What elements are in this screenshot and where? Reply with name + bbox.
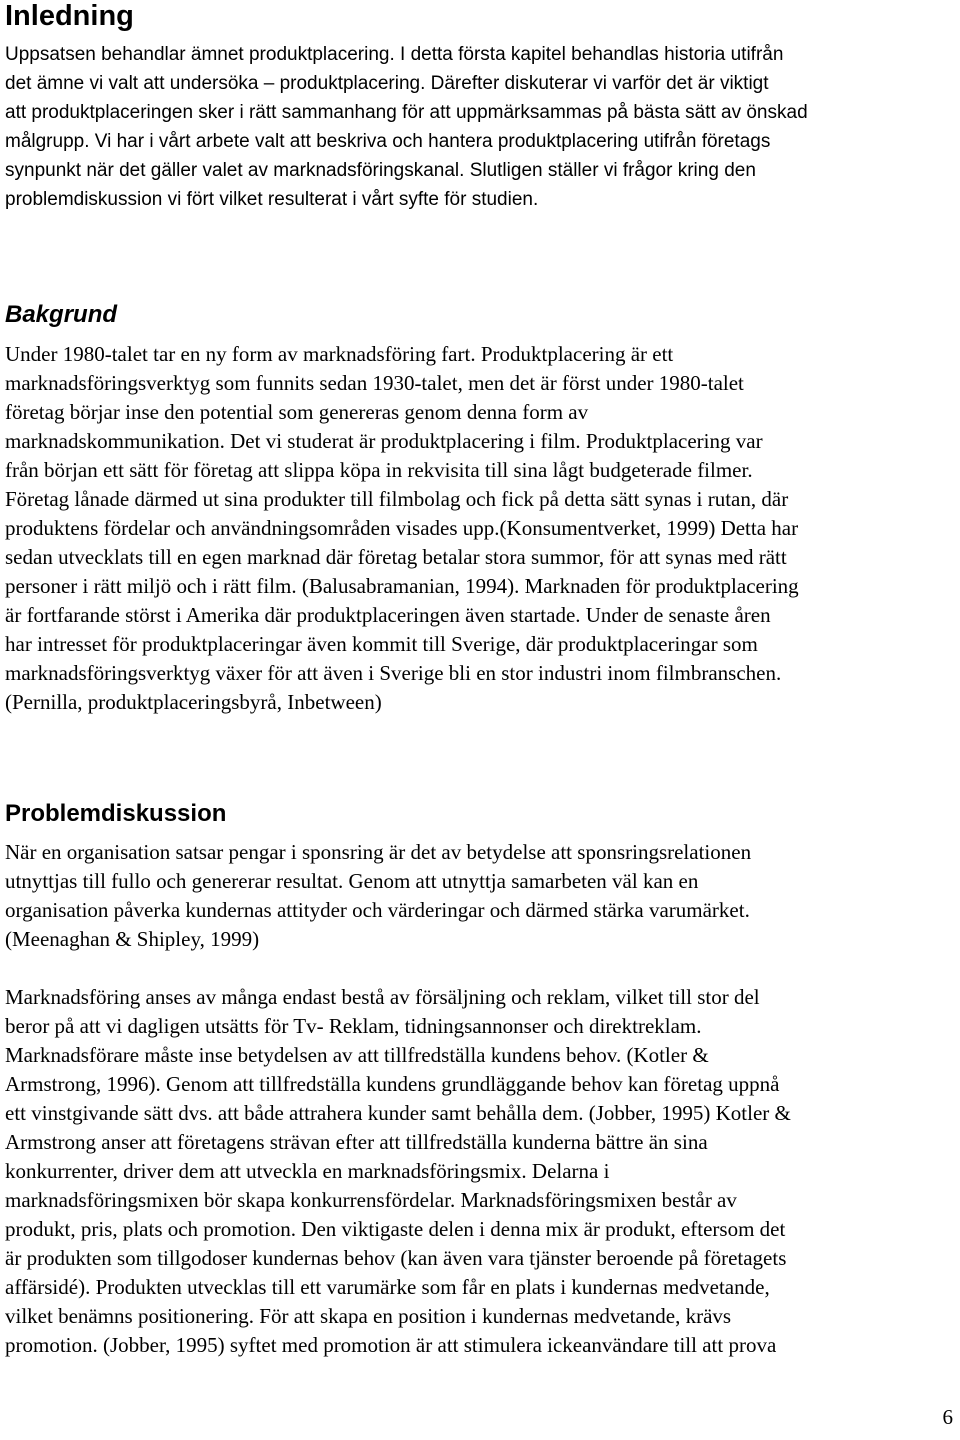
text-line: det ämne vi valt att undersöka – produktplacering. Därefter diskuterar vi varför det är viktigt [5,73,769,94]
text-line: Företag lånade därmed ut sina produkter till filmbolag och fick på detta sätt synas i rutan, där [5,487,789,511]
heading-inledning: Inledning [5,0,134,32]
text-line: Armstrong anser att företagens strävan efter att tillfredställa kunderna bättre än sina [5,1130,708,1154]
text-line: (Meenaghan & Shipley, 1999) [5,927,260,951]
page-number: 6 [942,1405,953,1429]
text-line: vilket benämns positionering. För att skapa en position i kundernas medvetande, krävs [5,1304,732,1328]
text-line: problemdiskussion vi fört vilket resulterat i vårt syfte för studien. [5,189,539,210]
text-line: har intresset för produktplaceringar även kommit till Sverige, där produktplaceringar som [5,632,758,656]
text-line: Under 1980-talet tar en ny form av marknadsföring fart. Produktplacering är ett [5,342,674,366]
text-line: marknadsföringsverktyg som funnits sedan 1930-talet, men det är först under 1980-talet [5,371,744,395]
text-line: affärsidé). Produkten utvecklas till ett varumärke som får en plats i kundernas medvetande, [5,1275,770,1299]
text-line: ett vinstgivande sätt dvs. att både attrahera kunder samt behålla dem. (Jobber, 1995) Kotler & [5,1101,791,1125]
text-line: När en organisation satsar pengar i sponsring är det av betydelse att sponsringsrelationen [5,840,752,864]
text-line: personer i rätt miljö och i rätt film. (Balusabramanian, 1994). Marknaden för produktplacering [5,574,799,598]
text-line: från början ett sätt för företag att slippa köpa in rekvisita till sina lågt budgeterade filmer. [5,458,753,482]
text-line: marknadsföringsmixen bör skapa konkurrensfördelar. Marknadsföringsmixen består av [5,1188,737,1212]
text-line: Uppsatsen behandlar ämnet produktplacering. I detta första kapitel behandlas historia utifrån [5,44,784,65]
text-line: är produkten som tillgodoser kundernas behov (kan även vara tjänster beroende på företagets [5,1246,787,1270]
text-line: målgrupp. Vi har i vårt arbete valt att beskriva och hantera produktplacering utifrån företags [5,131,771,152]
paragraph-inledning [5,40,808,214]
text-line: marknadskommunikation. Det vi studerat är produktplacering i film. Produktplacering var [5,429,763,453]
text-line: företag börjar inse den potential som genereras genom denna form av [5,400,589,424]
text-line: marknadsföringsverktyg växer för att även i Sverige bli en stor industri inom filmbranschen. [5,661,782,685]
paragraph-problemdiskussion-2 [5,983,791,1360]
text-line: synpunkt när det gäller valet av marknadsföringskanal. Slutligen ställer vi frågor kring den [5,160,756,181]
text-line: Marknadsförare måste inse betydelsen av att tillfredställa kundens behov. (Kotler & [5,1043,709,1067]
text-line: konkurrenter, driver dem att utveckla en marknadsföringsmix. Delarna i [5,1159,610,1183]
text-line: produkt, pris, plats och promotion. Den viktigaste delen i denna mix är produkt, eftersom det [5,1217,786,1241]
text-line: Marknadsföring anses av många endast bestå av försäljning och reklam, vilket till stor del [5,985,760,1009]
text-line: promotion. (Jobber, 1995) syftet med promotion är att stimulera ickeanvändare till att prova [5,1333,777,1357]
paragraph-problemdiskussion-1 [5,838,751,954]
text-line: Armstrong, 1996). Genom att tillfredställa kundens grundläggande behov kan företag uppnå [5,1072,780,1096]
text-line: sedan utvecklats till en egen marknad där företag betalar stora summor, för att synas med rätt [5,545,787,569]
text-line: att produktplaceringen sker i rätt sammanhang för att uppmärksammas på bästa sätt av önskad [5,102,808,123]
text-line: produktens fördelar och användningsområden visades upp.(Konsumentverket, 1999) Detta har [5,516,799,540]
text-line: (Pernilla, produktplaceringsbyrå, Inbetween) [5,690,382,714]
paragraph-bakgrund [5,340,799,717]
heading-problemdiskussion: Problemdiskussion [5,800,227,827]
text-line: beror på att vi dagligen utsätts för Tv- Reklam, tidningsannonser och direktreklam. [5,1014,702,1038]
text-line: utnyttjas till fullo och genererar resultat. Genom att utnyttja samarbeten väl kan en [5,869,699,893]
text-line: organisation påverka kundernas attityder och värderingar och därmed stärka varumärket. [5,898,750,922]
heading-bakgrund: Bakgrund [5,301,118,328]
text-line: är fortfarande störst i Amerika där produktplaceringen även startade. Under de senaste åren [5,603,771,627]
